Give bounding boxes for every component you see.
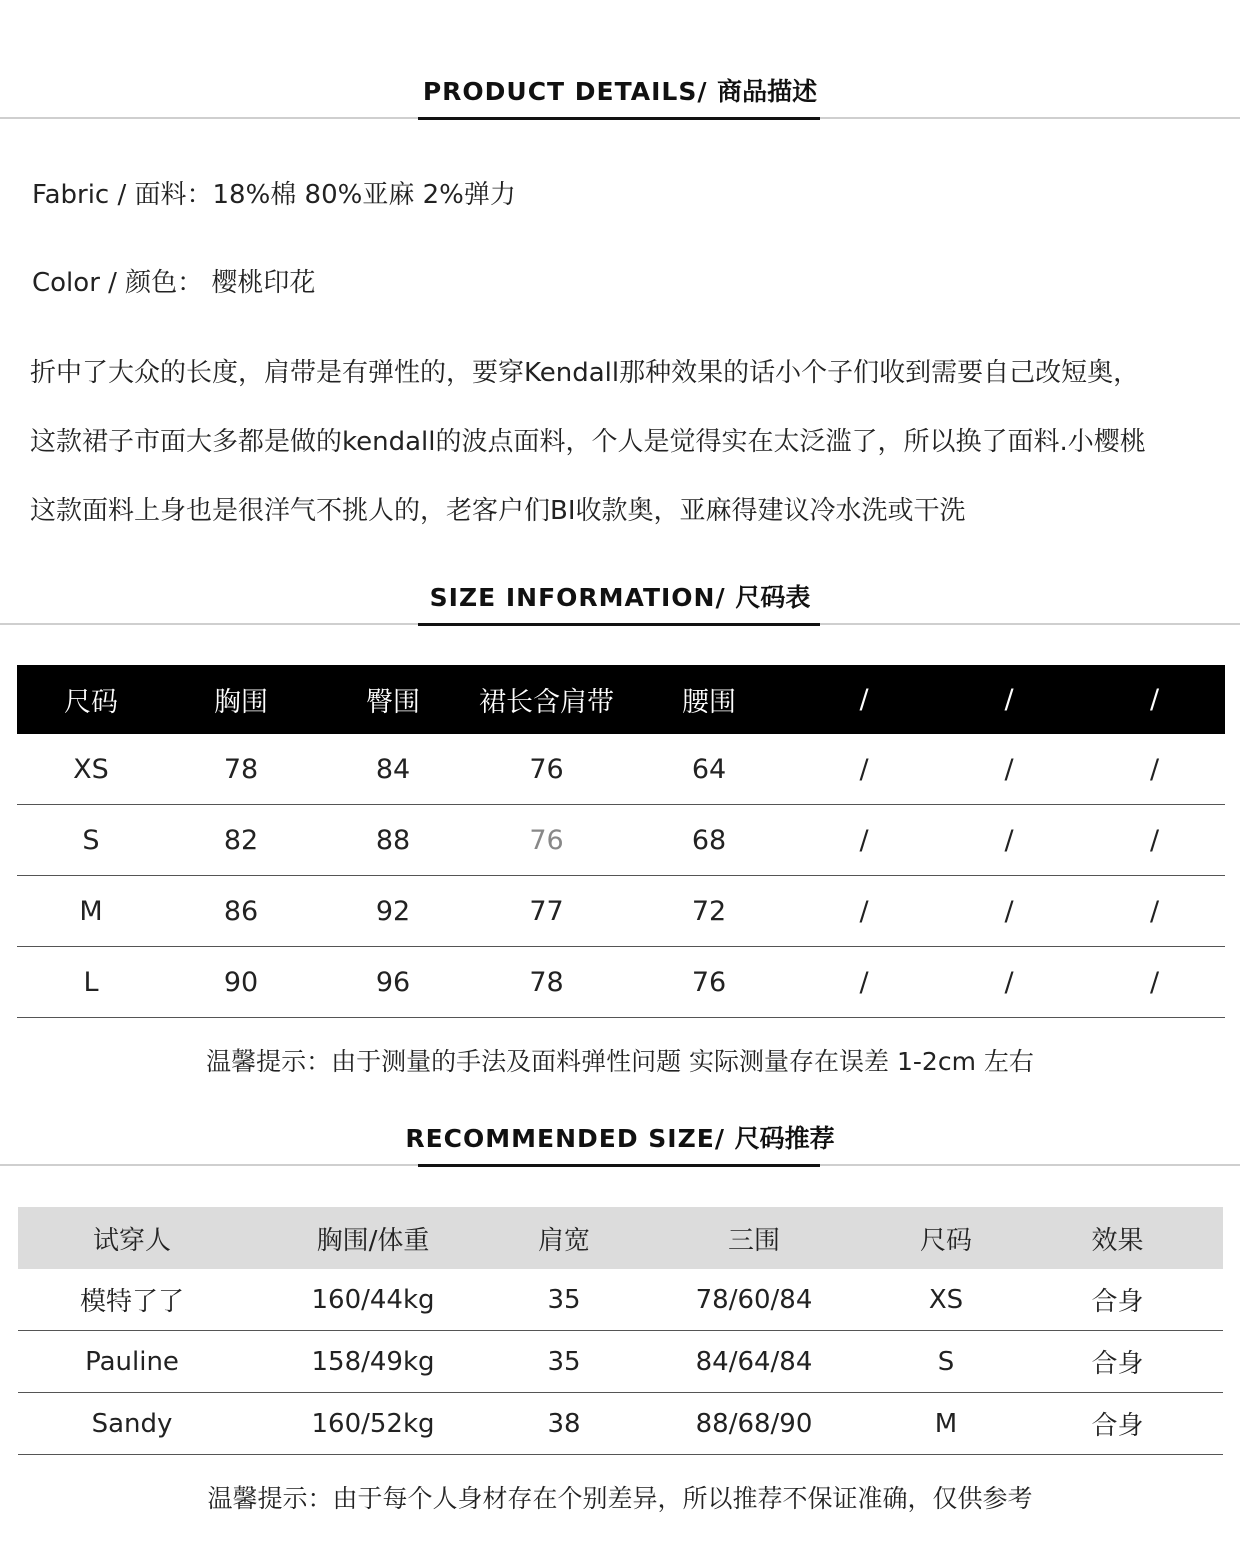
recommended-size-table xyxy=(18,1207,1223,1455)
table-cell: / xyxy=(1084,876,1225,947)
table-cell: 38 xyxy=(500,1393,628,1455)
column-header: 臀围 xyxy=(317,665,469,734)
title-underline xyxy=(418,1164,820,1167)
size-table-header-row xyxy=(17,665,1225,734)
column-header: 效果 xyxy=(1012,1207,1223,1269)
table-cell: M xyxy=(880,1393,1012,1455)
table-cell: 82 xyxy=(165,805,317,876)
table-cell: 158/49kg xyxy=(246,1331,500,1393)
table-cell: 84/64/84 xyxy=(628,1331,880,1393)
table-cell: / xyxy=(934,876,1084,947)
description-line: 这款裙子市面大多都是做的kendall的波点面料，个人是觉得实在太泛滥了，所以换了面料.小樱桃 xyxy=(30,427,1146,457)
column-header: 腰围 xyxy=(624,665,794,734)
table-cell: 合身 xyxy=(1012,1393,1223,1455)
table-cell: / xyxy=(794,876,934,947)
table-cell: 78/60/84 xyxy=(628,1269,880,1331)
size-information-title: SIZE INFORMATION/ 尺码表 xyxy=(429,583,811,612)
table-cell: 160/52kg xyxy=(246,1393,500,1455)
table-cell: L xyxy=(17,947,165,1018)
product-details-title: PRODUCT DETAILS/ 商品描述 xyxy=(422,77,818,106)
column-header: / xyxy=(934,665,1084,734)
table-row xyxy=(17,947,1225,1018)
table-cell: / xyxy=(794,947,934,1018)
column-header: 胸围 xyxy=(165,665,317,734)
table-cell: 合身 xyxy=(1012,1269,1223,1331)
table-cell: / xyxy=(934,947,1084,1018)
table-cell: 84 xyxy=(317,734,469,805)
column-header: 试穿人 xyxy=(18,1207,246,1269)
table-cell: / xyxy=(1084,734,1225,805)
table-cell: 模特了了 xyxy=(18,1269,246,1331)
table-row xyxy=(18,1269,1223,1331)
table-cell: 76 xyxy=(469,805,624,876)
color-line: Color / 颜色： 樱桃印花 xyxy=(32,268,316,298)
table-cell: / xyxy=(934,734,1084,805)
table-row xyxy=(18,1393,1223,1455)
table-cell: 90 xyxy=(165,947,317,1018)
table-cell: 86 xyxy=(165,876,317,947)
table-cell: M xyxy=(17,876,165,947)
table-cell: / xyxy=(794,734,934,805)
table-cell: 72 xyxy=(624,876,794,947)
table-cell: XS xyxy=(17,734,165,805)
column-header: 裙长含肩带 xyxy=(469,665,624,734)
recommended-size-title: RECOMMENDED SIZE/ 尺码推荐 xyxy=(405,1124,835,1153)
table-cell: 35 xyxy=(500,1269,628,1331)
title-underline xyxy=(418,117,820,120)
table-cell: 78 xyxy=(469,947,624,1018)
table-cell: / xyxy=(1084,805,1225,876)
table-cell: Pauline xyxy=(18,1331,246,1393)
table-cell: 88 xyxy=(317,805,469,876)
table-cell: 96 xyxy=(317,947,469,1018)
table-row xyxy=(17,805,1225,876)
recommended-table-header-row xyxy=(18,1207,1223,1269)
table-cell: S xyxy=(17,805,165,876)
table-cell: 64 xyxy=(624,734,794,805)
table-cell: 160/44kg xyxy=(246,1269,500,1331)
table-cell: 76 xyxy=(624,947,794,1018)
table-cell: / xyxy=(934,805,1084,876)
table-cell: 68 xyxy=(624,805,794,876)
table-cell: 92 xyxy=(317,876,469,947)
column-header: 尺码 xyxy=(17,665,165,734)
table-cell: 35 xyxy=(500,1331,628,1393)
column-header: 肩宽 xyxy=(500,1207,628,1269)
table-row xyxy=(17,876,1225,947)
description-line: 折中了大众的长度，肩带是有弹性的，要穿Kendall那种效果的话小个子们收到需要自己改短奥， xyxy=(30,358,1140,388)
description-line: 这款面料上身也是很洋气不挑人的，老客户们BI收款奥，亚麻得建议冷水洗或干洗 xyxy=(30,496,966,526)
table-cell: 78 xyxy=(165,734,317,805)
table-cell: 76 xyxy=(469,734,624,805)
table-cell: XS xyxy=(880,1269,1012,1331)
size-table xyxy=(17,665,1225,1018)
table-cell: S xyxy=(880,1331,1012,1393)
column-header: 尺码 xyxy=(880,1207,1012,1269)
size-note: 温馨提示：由于测量的手法及面料弹性问题 实际测量存在误差 1-2cm 左右 xyxy=(206,1047,1034,1076)
table-row xyxy=(17,734,1225,805)
table-cell: 合身 xyxy=(1012,1331,1223,1393)
table-cell: 88/68/90 xyxy=(628,1393,880,1455)
product-details-header xyxy=(0,70,1240,125)
size-information-header xyxy=(0,576,1240,631)
recommendation-note: 温馨提示：由于每个人身材存在个别差异，所以推荐不保证准确，仅供参考 xyxy=(207,1484,1033,1513)
column-header: 三围 xyxy=(628,1207,880,1269)
column-header: / xyxy=(794,665,934,734)
table-cell: Sandy xyxy=(18,1393,246,1455)
table-cell: / xyxy=(1084,947,1225,1018)
fabric-line: Fabric / 面料：18%棉 80%亚麻 2%弹力 xyxy=(32,180,516,210)
title-underline xyxy=(418,623,820,626)
column-header: / xyxy=(1084,665,1225,734)
table-cell: / xyxy=(794,805,934,876)
table-row xyxy=(18,1331,1223,1393)
column-header: 胸围/体重 xyxy=(246,1207,500,1269)
recommended-size-header xyxy=(0,1117,1240,1172)
table-cell: 77 xyxy=(469,876,624,947)
